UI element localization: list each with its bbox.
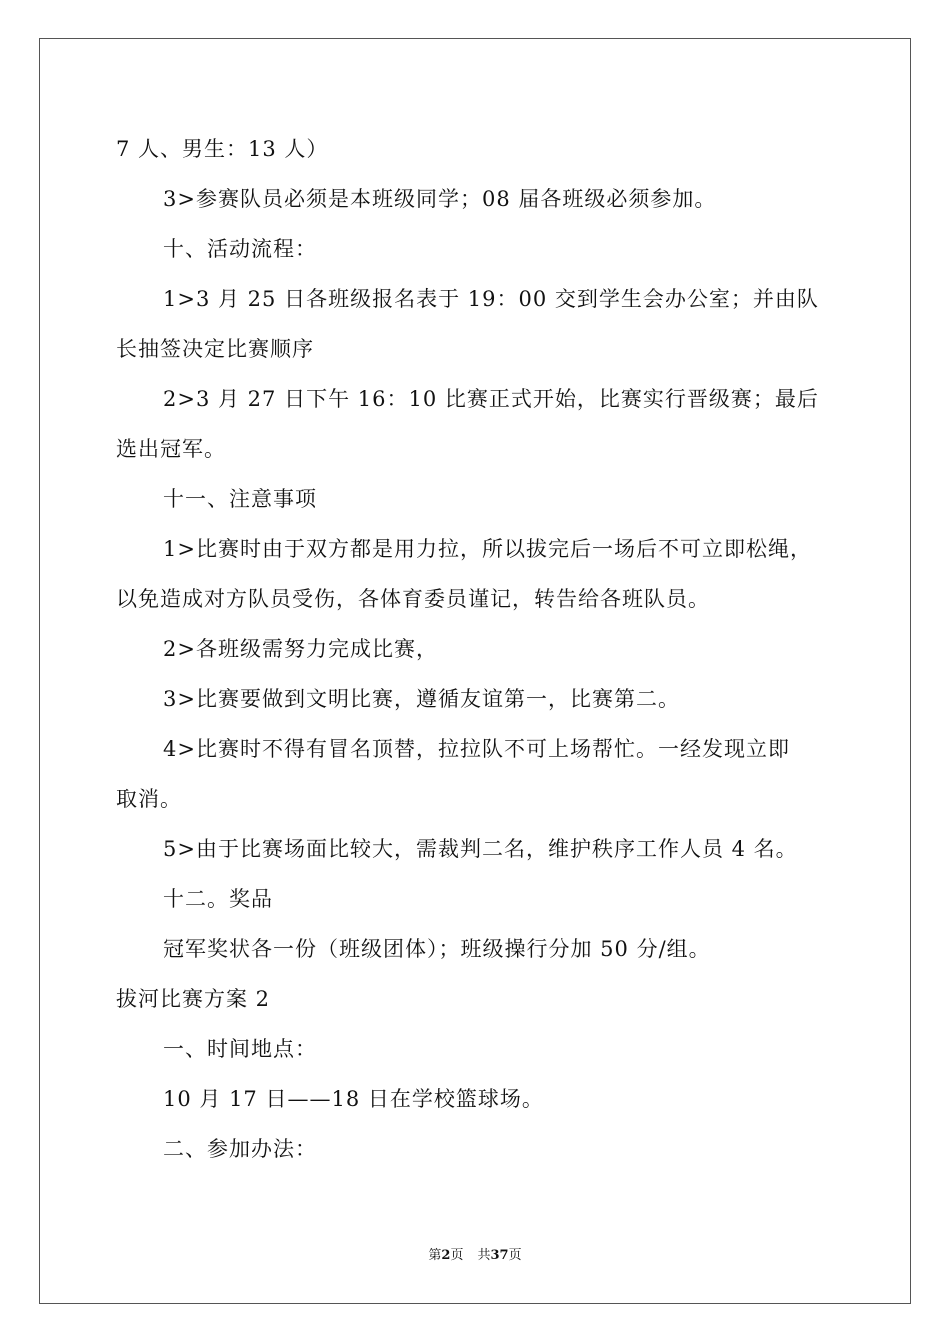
page-footer (0, 1248, 950, 1264)
page-number: 2 (441, 1248, 451, 1263)
section-heading: 二、参加办法： (163, 1137, 317, 1161)
text-line: 3>比赛要做到文明比赛，遵循友谊第一，比赛第二。 (163, 687, 680, 711)
text-line: 2>各班级需努力完成比赛， (163, 637, 438, 661)
text-line: 2>3 月 27 日下午 16：10 比赛正式开始，比赛实行晋级赛；最后 (163, 387, 819, 411)
text-line: 7 人、男生：13 人） (116, 137, 329, 161)
footer-prefix: 第 (428, 1248, 442, 1263)
text-line: 选出冠军。 (116, 437, 226, 461)
total-pages: 37 (490, 1248, 509, 1263)
text-line: 10 月 17 日——18 日在学校篮球场。 (163, 1087, 544, 1111)
footer-total-prefix: 共 (477, 1248, 491, 1263)
text-line: 长抽签决定比赛顺序 (116, 337, 314, 361)
text-line: 1>3 月 25 日各班级报名表于 19：00 交到学生会办公室；并由队 (163, 287, 819, 311)
footer-total-suffix: 页 (508, 1248, 522, 1263)
text-line: 1>比赛时由于双方都是用力拉，所以拔完后一场后不可立即松绳， (163, 537, 812, 561)
document-title: 拔河比赛方案 2 (116, 987, 271, 1011)
text-line: 冠军奖状各一份（班级团体）；班级操行分加 50 分/组。 (163, 937, 711, 961)
page-border (39, 38, 911, 1304)
section-heading: 十二。奖品 (163, 887, 273, 911)
text-line: 5>由于比赛场面比较大，需裁判二名，维护秩序工作人员 4 名。 (163, 837, 798, 861)
text-line: 3>参赛队员必须是本班级同学；08 届各班级必须参加。 (163, 187, 717, 211)
section-heading: 十一、注意事项 (163, 487, 317, 511)
section-heading: 一、时间地点： (163, 1037, 317, 1061)
section-heading: 十、活动流程： (163, 237, 317, 261)
text-line: 4>比赛时不得有冒名顶替，拉拉队不可上场帮忙。一经发现立即 (163, 737, 790, 761)
footer-page-suffix: 页 (450, 1248, 464, 1263)
text-line: 取消。 (116, 787, 182, 811)
text-line: 以免造成对方队员受伤，各体育委员谨记，转告给各班队员。 (116, 587, 710, 611)
